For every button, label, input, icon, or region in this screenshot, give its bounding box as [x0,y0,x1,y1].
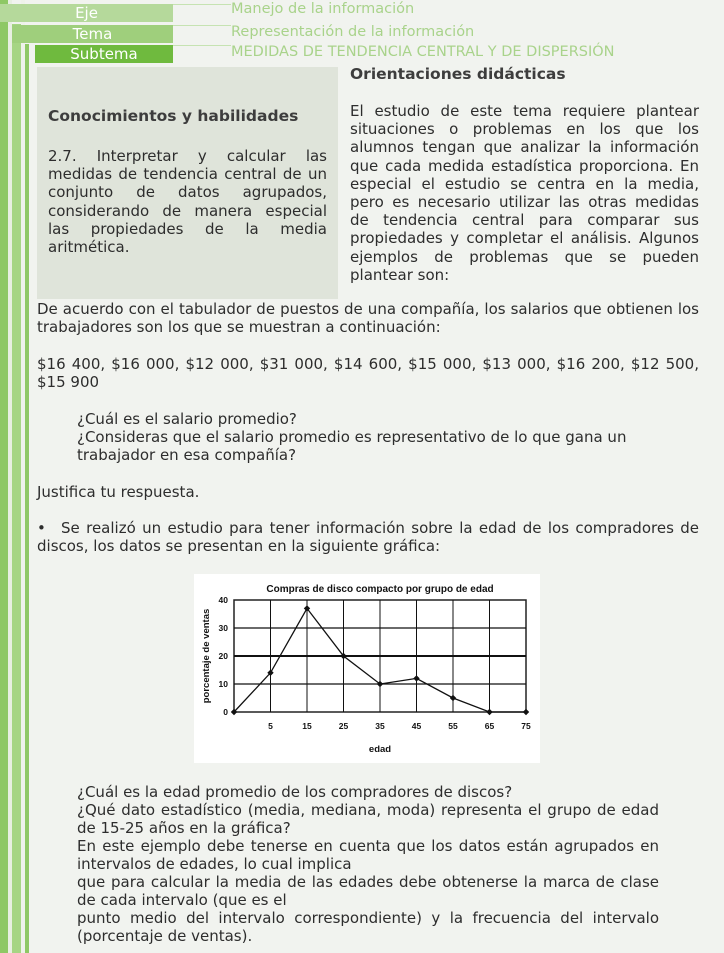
conocimientos-title: Conocimientos y habilidades [48,107,299,125]
eje-tab [0,4,173,22]
y-tick-label: 20 [218,651,228,661]
data-point [450,695,456,701]
data-point [413,675,419,681]
data-point [523,709,529,715]
x-tick-label: 25 [338,721,349,731]
subtema-line [173,45,231,46]
estudio-text: Se realizó un estudio para tener información sobre la edad de los compradores de discos, los datos se presentan en la siguiente gráfica: [37,519,699,556]
conocimientos-text: 2.7. Interpretar y calcular las medidas de tendencia central de un conjunto de datos agrupados, considerando de manera especial las propiedades de la media aritmética. [48,147,327,257]
tema-tab [12,25,173,43]
y-tick-label: 0 [223,707,228,717]
explicacion-paragraph-c: punto medio del intervalo correspondiente) y la frecuencia del intervalo (porcentaje de ventas). [77,909,659,946]
x-tick-label: 5 [268,721,273,731]
y-axis-label: porcentaje de ventas [201,608,212,704]
orientaciones-text: El estudio de este tema requiere plantear situaciones o problemas en los que los alumnos tengan que analizar la información que cada medida estadística proporciona. En especial el estudio se centra en la media, pero es necesario utilizar las otras medidas de tendencia central para comparar sus propiedades y completar el análisis. Algunos ejemplos de problemas que se pueden plantear son: [350,102,699,284]
left-stripe-inner [25,44,29,953]
tema-value: Representación de la información [231,24,475,40]
chart-title: Compras de disco compacto por grupo de edad [266,584,494,595]
question-representativo: ¿Consideras que el salario promedio es representativo de lo que gana un trabajador en esa compañía? [77,428,627,465]
eje-line [173,4,231,5]
question-dato-estadistico: ¿Qué dato estadístico (media, mediana, moda) representa el grupo de edad de 15-25 años en la gráfica? [77,801,659,838]
subtema-value: MEDIDAS DE TENDENCIA CENTRAL Y DE DISPERSIÓN [231,44,615,60]
estudio-paragraph [37,519,699,555]
orientaciones-title: Orientaciones didácticas [350,65,566,83]
y-tick-label: 10 [218,679,228,689]
subtema-tab [35,45,173,63]
x-tick-label: 65 [484,721,495,731]
y-tick-label: 30 [218,623,228,633]
question-salario-promedio: ¿Cuál es el salario promedio? [77,410,297,428]
eje-label: Eje [75,4,98,22]
data-point [486,709,492,715]
explicacion-paragraph-b: que para calcular la media de las edades debe obtenerse la marca de clase de cada intervalo (que es el [77,873,659,910]
x-tick-label: 45 [411,721,422,731]
conocimientos-box [37,67,338,299]
left-stripe-outer [0,0,8,953]
bullet-icon: • [37,519,46,537]
y-tick-label: 40 [218,595,228,605]
x-axis-label: edad [368,744,392,755]
x-tick-label: 15 [302,721,312,731]
left-stripe-middle [12,24,21,953]
x-tick-label: 75 [521,721,531,731]
x-tick-label: 35 [375,721,385,731]
x-tick-label: 55 [448,721,458,731]
tema-line [173,25,231,26]
explicacion-paragraph-a: En este ejemplo debe tenerse en cuenta que los datos están agrupados en intervalos de edades, lo cual implica [77,837,659,874]
subtema-label: Subtema [70,45,138,63]
salarios-paragraph: De acuerdo con el tabulador de puestos de una compañía, los salarios que obtienen los trabajadores son los que se muestran a continuación: [37,300,699,337]
chart-svg [194,574,540,763]
salarios-list: $16 400, $16 000, $12 000, $31 000, $14 600, $15 000, $13 000, $16 200, $12 500, $15 900 [37,355,699,392]
justifica-text: Justifica tu respuesta. [37,483,200,501]
tema-label: Tema [72,25,113,43]
eje-value: Manejo de la información [231,1,415,17]
line-chart [194,574,540,763]
question-edad-promedio: ¿Cuál es la edad promedio de los compradores de discos? [77,783,513,801]
